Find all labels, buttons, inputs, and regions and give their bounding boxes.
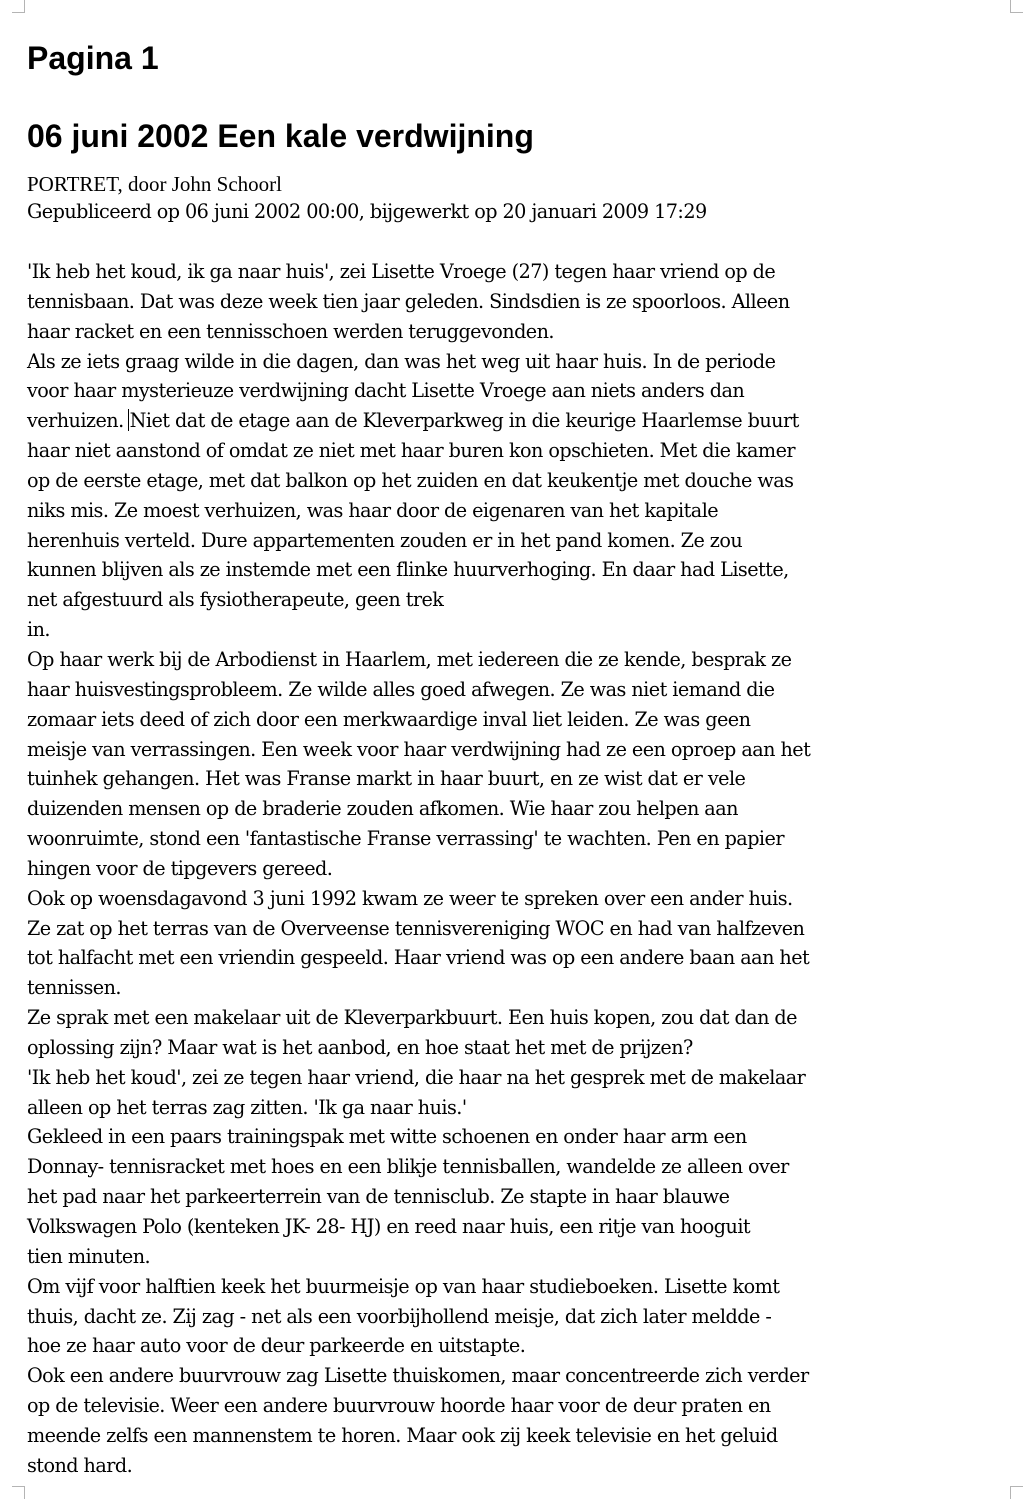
body-line: haar niet aanstond of omdat ze niet met haar buren kon opschieten. Met die kamer [27, 439, 796, 463]
body-line: voor haar mysterieuze verdwijning dacht Lisette Vroege aan niets anders dan [27, 379, 745, 403]
body-line: haar racket en een tennisschoen werden teruggevonden. [27, 319, 554, 343]
body-line: 'Ik heb het koud', zei ze tegen haar vriend, die haar na het gesprek met de makelaar [27, 1065, 806, 1089]
body-line: duizenden mensen op de braderie zouden afkomen. Wie haar zou helpen aan [27, 797, 738, 821]
crop-mark-bottom-right [1010, 1486, 1023, 1499]
body-line: Op haar werk bij de Arbodienst in Haarlem, met iedereen die ze kende, besprak ze [27, 647, 792, 671]
body-line: 'Ik heb het koud, ik ga naar huis', zei Lisette Vroege (27) tegen haar vriend op de [27, 260, 776, 283]
body-line: meisje van verrassingen. Een week voor haar verdwijning had ze een oproep aan het [27, 737, 811, 761]
body-line: Om vijf voor halftien keek het buurmeisje op van haar studieboeken. Lisette komt [27, 1274, 780, 1298]
body-line: op de televisie. Weer een andere buurvrouw hoorde haar voor de deur praten en [27, 1394, 771, 1418]
body-line [27, 1481, 1007, 1510]
article-title: 06 juni 2002 Een kale verdwijning [27, 118, 534, 154]
body-line: zomaar iets deed of zich door een merkwaardige inval liet leiden. Ze was geen [27, 707, 751, 731]
body-line: Gekleed in een paars trainingspak met witte schoenen en onder haar arm een [27, 1125, 747, 1149]
body-line: Ook een andere buurvrouw zag Lisette thuiskomen, maar concentreerde zich verder [27, 1364, 809, 1388]
body-line: Donnay- tennisracket met hoes en een blikje tennisballen, wandelde ze alleen over [27, 1155, 789, 1179]
crop-mark-bottom-left [12, 1486, 25, 1499]
body-line: hingen voor de tipgevers gereed. [27, 856, 333, 880]
body-line: Volkswagen Polo (kenteken JK- 28- HJ) en reed naar huis, een ritje van hooguit [27, 1215, 751, 1238]
body-line: herenhuis verteld. Dure appartementen zouden er in het pand komen. Ze zou [27, 528, 743, 552]
page-heading: Pagina 1 [27, 40, 159, 76]
body-line: net afgestuurd als fysiotherapeute, geen trek [27, 588, 444, 612]
body-line: niks mis. Ze moest verhuizen, was haar door de eigenaren van het kapitale [27, 498, 719, 522]
body-line: meende zelfs een mannenstem te horen. Maar ook zij keek televisie en het geluid [27, 1423, 778, 1447]
article-body[interactable] [27, 257, 1007, 1510]
body-line: woonruimte, stond een 'fantastische Franse verrassing' te wachten. Pen en papier [27, 827, 784, 851]
body-line: in. [27, 618, 50, 642]
body-line: Ook op woensdagavond 3 juni 1992 kwam ze weer te spreken over een ander huis. [27, 886, 793, 910]
body-line: het pad naar het parkeerterrein van de tennisclub. Ze stapte in haar blauwe [27, 1185, 730, 1209]
body-line: alleen op het terras zag zitten. 'Ik ga naar huis.' [27, 1095, 467, 1119]
body-line: tien minuten. [27, 1244, 151, 1268]
body-line: hoe ze haar auto voor de deur parkeerde en uitstapte. [27, 1334, 526, 1358]
crop-mark-top-right [1010, 0, 1023, 13]
body-line: Ze zat op het terras van de Overveense tennisvereniging WOC en had van halfzeven [27, 916, 805, 940]
body-line: stond hard. [27, 1453, 133, 1477]
body-line: tennissen. [27, 976, 121, 1000]
body-line: haar huisvestingsprobleem. Ze wilde alles goed afwegen. Ze was niet iemand die [27, 677, 775, 701]
article-byline: PORTRET, door John Schoorl [27, 172, 283, 196]
body-line: Ze sprak met een makelaar uit de Kleverparkbuurt. Een huis kopen, zou dat dan de [27, 1006, 797, 1030]
text-cursor [128, 409, 129, 431]
body-line: kunnen blijven als ze instemde met een flinke huurverhoging. En daar had Lisette, [27, 558, 789, 582]
body-line: tuinhek gehangen. Het was Franse markt in haar buurt, en ze wist dat er vele [27, 767, 746, 791]
body-line: tennisbaan. Dat was deze week tien jaar geleden. Sindsdien is ze spoorloos. Alleen [27, 289, 790, 313]
body-line-head: verhuizen. [27, 409, 124, 433]
body-line-with-cursor [27, 406, 1007, 436]
body-line: op de eerste etage, met dat balkon op het zuiden en dat keukentje met douche was [27, 468, 794, 492]
body-line: tot halfacht met een vriendin gespeeld. Haar vriend was op een andere baan aan het [27, 946, 810, 970]
article-published-date: Gepubliceerd op 06 juni 2002 00:00, bijgewerkt op 20 januari 2009 17:29 [27, 200, 707, 223]
body-line: oplossing zijn? Maar wat is het aanbod, en hoe staat het met de prijzen? [27, 1035, 693, 1059]
crop-mark-top-left [12, 0, 25, 13]
body-line: Als ze iets graag wilde in die dagen, dan was het weg uit haar huis. In de periode [27, 349, 776, 373]
body-line: thuis, dacht ze. Zij zag - net als een voorbijhollend meisje, dat zich later meldde - [27, 1304, 772, 1328]
body-line-tail: Niet dat de etage aan de Kleverparkweg in die keurige Haarlemse buurt [129, 409, 799, 433]
